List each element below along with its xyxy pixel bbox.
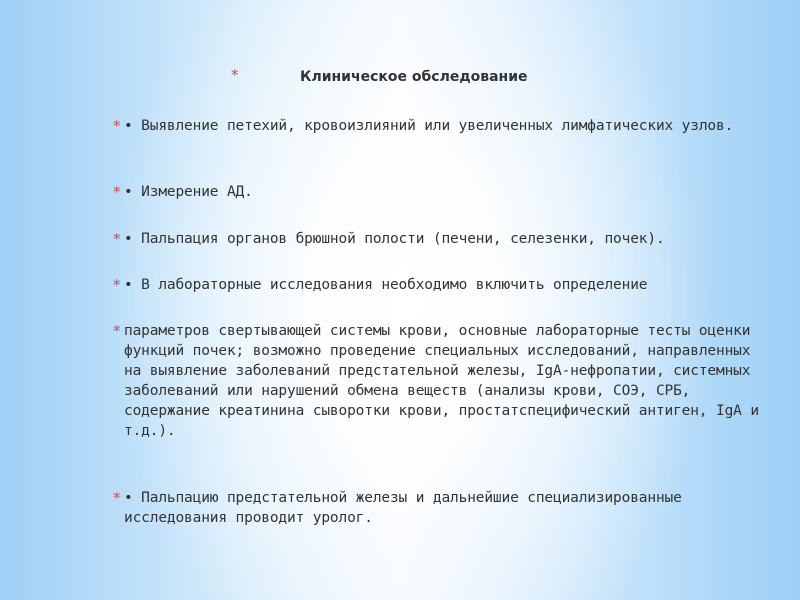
- paragraph-2: [113, 182, 764, 202]
- paragraph-text: • Измерение АД.: [124, 184, 253, 200]
- paragraph-text: • В лабораторные исследования необходимо включить определение: [124, 277, 648, 293]
- paragraph-6: [113, 488, 764, 528]
- paragraph-text: • Выявление петехий, кровоизлияний или увеличенных лимфатических узлов.: [124, 118, 734, 134]
- bullet-star: *: [113, 489, 121, 507]
- paragraph-text: параметров свертывающей системы крови, основные лабораторные тесты оценки функций почек; возможно проведение специальных исследований, направленных на выявление заболеваний предстательной железы, IgA-нефропатии, системных заболеваний или нарушений обмена веществ (анализы крови, СОЭ, СРБ, содержание креатинина сыворотки крови, простатспецифический антиген, IgA и т.д.).: [124, 323, 759, 439]
- paragraph-text: • Пальпация органов брюшной полости (печени, селезенки, почек).: [124, 231, 665, 247]
- paragraph-3: [113, 229, 764, 249]
- bullet-star: *: [113, 117, 121, 135]
- paragraph-5: [113, 321, 764, 441]
- title-bullet-star: *: [231, 66, 239, 84]
- paragraph-text: • Пальпацию предстательной железы и дальнейшие специализированные исследования проводит уролог.: [124, 490, 682, 526]
- bullet-star: *: [113, 230, 121, 248]
- bullet-star: *: [113, 322, 121, 340]
- bullet-star: *: [113, 183, 121, 201]
- paragraph-1: [113, 116, 764, 136]
- bullet-star: *: [113, 276, 121, 294]
- paragraph-4: [113, 275, 764, 295]
- slide-title: Клиническое обследование: [300, 69, 528, 85]
